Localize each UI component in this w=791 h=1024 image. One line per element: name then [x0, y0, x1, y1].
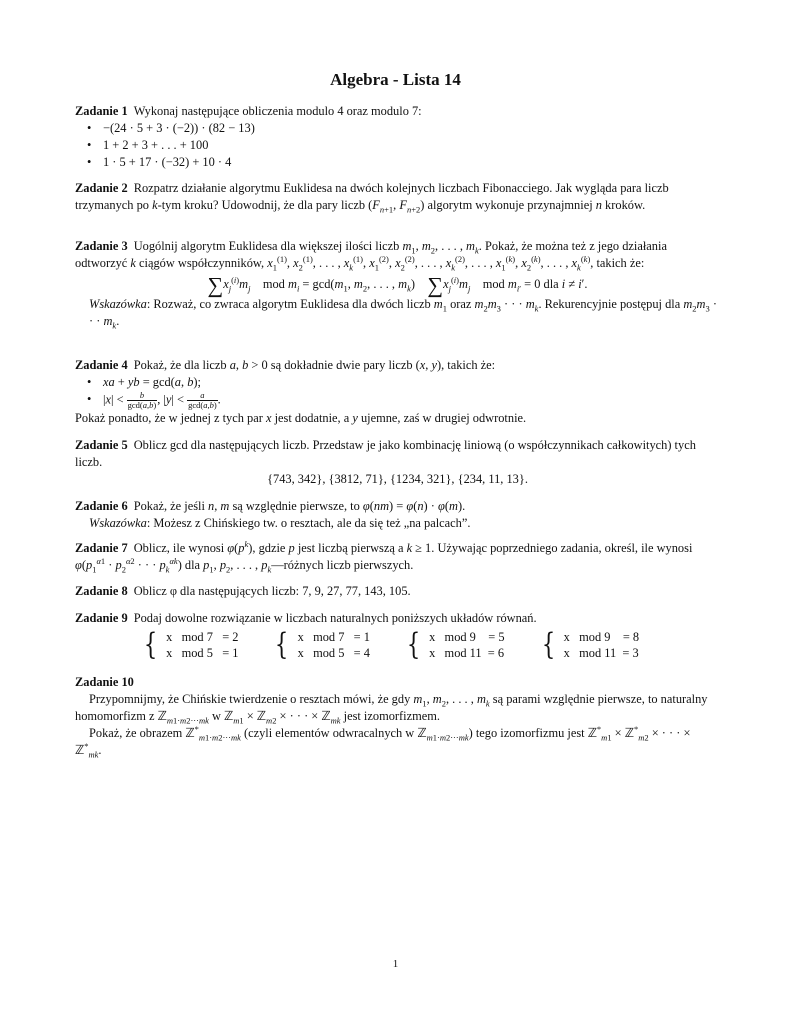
task-text: Pokaż, że jeśli n, m są względnie pierwsze, to φ(nm) = φ(n) · φ(m). [133, 499, 466, 513]
task-label: Zadanie 3 [75, 239, 128, 253]
task-text: Oblicz φ dla następujących liczb: 7, 9, 27, 77, 143, 105. [133, 584, 411, 598]
task-text: Rozpatrz działanie algorytmu Euklidesa na dwóch kolejnych liczbach Fibonacciego. Jak wygląda para liczb trzymanych po k-tym kroku? Udowodnij, że dla pary liczb ($F_{n+1}$, $F_{n+2}$) algorytm wykonuje przynajmniej n kroków. [75, 181, 669, 215]
task-1-list [75, 120, 720, 171]
task-1 [75, 103, 720, 171]
task-label: Zadanie 7 [75, 541, 128, 555]
hint-text: Rozważ, co zwraca algorytm Euklidesa dla dwóch liczb $m_1$ oraz $m_2m_3$ · · · $m_k$. Rekurencyjnie postępuj dla $m_2m_3$ · · · $m_k$. [89, 296, 717, 331]
task-7 [75, 540, 720, 574]
list-item: • 1 · 5 + 17 · (−32) + 10 · 4 [103, 154, 720, 171]
task-3: Zadanie 3 Uogólnij algorytm Euklidesa dla większej ilości liczb $m_1$, $m_2$, . . . , $m_k$. Pokaż, że można też z jego działania odtworzyć k ciągów współczynników, $x_1^{(1)}$, $x_2^{(1)}$, . . . , $x_k^{(1)}$, $x_1^{(2)}$, $x_2^{(2)}$, . . . , $x_k^{(2)}$, . . . , $x_1^{(k)}$, $x_2^{(k)}$, . . . , $x_k^{(k)}$, takich że: $\sum x_j^{(i)}m_j$ mod $m_i = \gcd(m_1$, $m_2$, . . . , $m_k$) $\sum x_j^{(i)}m_j$ mod $m_{i'} = 0$ dla i ≠ i′. Wskazówka: Rozważ, co zwraca algorytm Euklidesa dla dwóch liczb $m_1$ oraz $m_2m_3$ · · · $m_k$. Rekurencyjnie postępuj dla $m_2m_3$ · · · $m_k$. [75, 238, 720, 330]
task-text: Oblicz gcd dla następujących liczb. Przedstaw je jako kombinację liniową (o współczynnikach całkowitych) tych liczb. [75, 438, 696, 469]
task-4 [75, 357, 720, 427]
page-title: Algebra - Lista 14 [330, 70, 461, 89]
task-label: Zadanie 2 [75, 181, 128, 195]
equation-system: { x mod 9 = 8 x mod 11 = 3 [541, 627, 640, 662]
equation-system: { x mod 9 = 5 x mod 11 = 6 [406, 627, 505, 662]
task-text: Pokaż, że dla liczb a, b > 0 są dokładnie dwie pary liczb (x, y), takich że: [133, 358, 496, 372]
task-10-p2: Pokaż, że obrazem ℤ*$_{m1\cdot m2\cdot\cdot\cdot mk}$ (czyli elementów odwracalnych w ℤ$_{m1\cdot m2\cdot\cdot\cdot mk}$) tego izomorfizmu jest ℤ*$_{m1}$ × ℤ*$_{m2}$ × · · · × ℤ*$_{mk}$. [75, 723, 691, 760]
task-5-formula: {743, 342}, {3812, 71}, {1234, 321}, {234, 11, 13}. [267, 472, 528, 486]
hint-label: Wskazówka [89, 296, 147, 311]
list-item: • −(24 · 5 + 3 · (−2)) · (82 − 13) [103, 120, 720, 137]
hint-label: Wskazówka [89, 516, 147, 530]
equation-systems [75, 629, 720, 661]
page-number: 1 [392, 958, 399, 970]
task-8 [75, 583, 720, 600]
equation-system: { x mod 7 = 1 x mod 5 = 4 [275, 627, 370, 662]
list-item: • xa + yb = gcd(a, b); [103, 374, 720, 391]
task-2 [75, 180, 720, 214]
equation-system: { x mod 7 = 2 x mod 5 = 1 [143, 627, 239, 662]
list-item: • |x| < $\frac{b}{\gcd(a,b)}$ , |y| < $\frac{a}{\gcd(a,b)}$ . [103, 391, 720, 410]
task-text: Uogólnij algorytm Euklidesa dla większej ilości liczb $m_1$, $m_2$, . . . , $m_k$. Pokaż, że można też z jego działania odtworzyć k ciągów współczynników, $x_1^{(1)}$, $x_2^{(1)}$, . . . , $x_k^{(1)}$, $x_1^{(2)}$, $x_2^{(2)}$, . . . , $x_k^{(2)}$, . . . , $x_1^{(k)}$, $x_2^{(k)}$, . . . , $x_k^{(k)}$, takich że: [75, 239, 667, 273]
task-label: Zadanie 4 [75, 358, 128, 372]
task-5 [75, 437, 720, 488]
list-item: • 1 + 2 + 3 + . . . + 100 [103, 137, 720, 154]
task-text: Podaj dowolne rozwiązanie w liczbach naturalnych poniższych układów równań. [133, 611, 537, 625]
task-9 [75, 610, 720, 661]
task-4-after: Pokaż ponadto, że w jednej z tych par x jest dodatnie, a y ujemne, zaś w drugiej odwrotnie. [75, 411, 527, 425]
task-label: Zadanie 6 [75, 499, 128, 513]
task-4-list [75, 374, 720, 410]
task-10-p1: Przypomnijmy, że Chińskie twierdzenie o resztach mówi, że gdy $m_1$, $m_2$, . . . , $m_k$ są parami względnie pierwsze, to naturalny homomorfizm z ℤ$_{m1\cdot m2\cdot\cdot\cdot mk}$ w ℤ$_{m1}$ × ℤ$_{m2}$ × · · · × ℤ$_{mk}$ jest izomorfizmem. [75, 692, 708, 726]
task-label: Zadanie 10 [75, 675, 134, 689]
task-text: Wykonaj następujące obliczenia modulo 4 oraz modulo 7: [133, 104, 422, 118]
task-label: Zadanie 5 [75, 438, 128, 452]
task-label: Zadanie 1 [75, 104, 128, 118]
task-text: Oblicz, ile wynosi $\varphi(p^k)$, gdzie p jest liczbą pierwszą a k ≥ 1. Używając poprzedniego zadania, określ, ile wynosi $\varphi(p_1^{\alpha 1} \cdot p_2^{\alpha 2}$ · · · $p_k^{\alpha k}$) dla $p_1$, $p_2$, . . . , $p_k—różnych$ liczb pierwszych. [75, 538, 693, 575]
task-label: Zadanie 9 [75, 611, 128, 625]
task-3-formula: $\sum x_j^{(i)}m_j$ mod $m_i = \gcd(m_1$, $m_2$, . . . , $m_k$) $\sum x_j^{(i)}m_j$ mod $m_{i'} = 0$ dla i ≠ i′. [207, 272, 588, 298]
hint-text: Możesz z Chińskiego tw. o resztach, ale da się też „na palcach”. [153, 516, 471, 530]
task-label: Zadanie 8 [75, 584, 128, 598]
task-6: Zadanie 6 Pokaż, że jeśli n, m są względnie pierwsze, to φ(nm) = φ(n) · φ(m). Wskazówka: Możesz z Chińskiego tw. o resztach, ale da się też „na palcach”. [75, 499, 471, 530]
task-10 [75, 674, 720, 759]
